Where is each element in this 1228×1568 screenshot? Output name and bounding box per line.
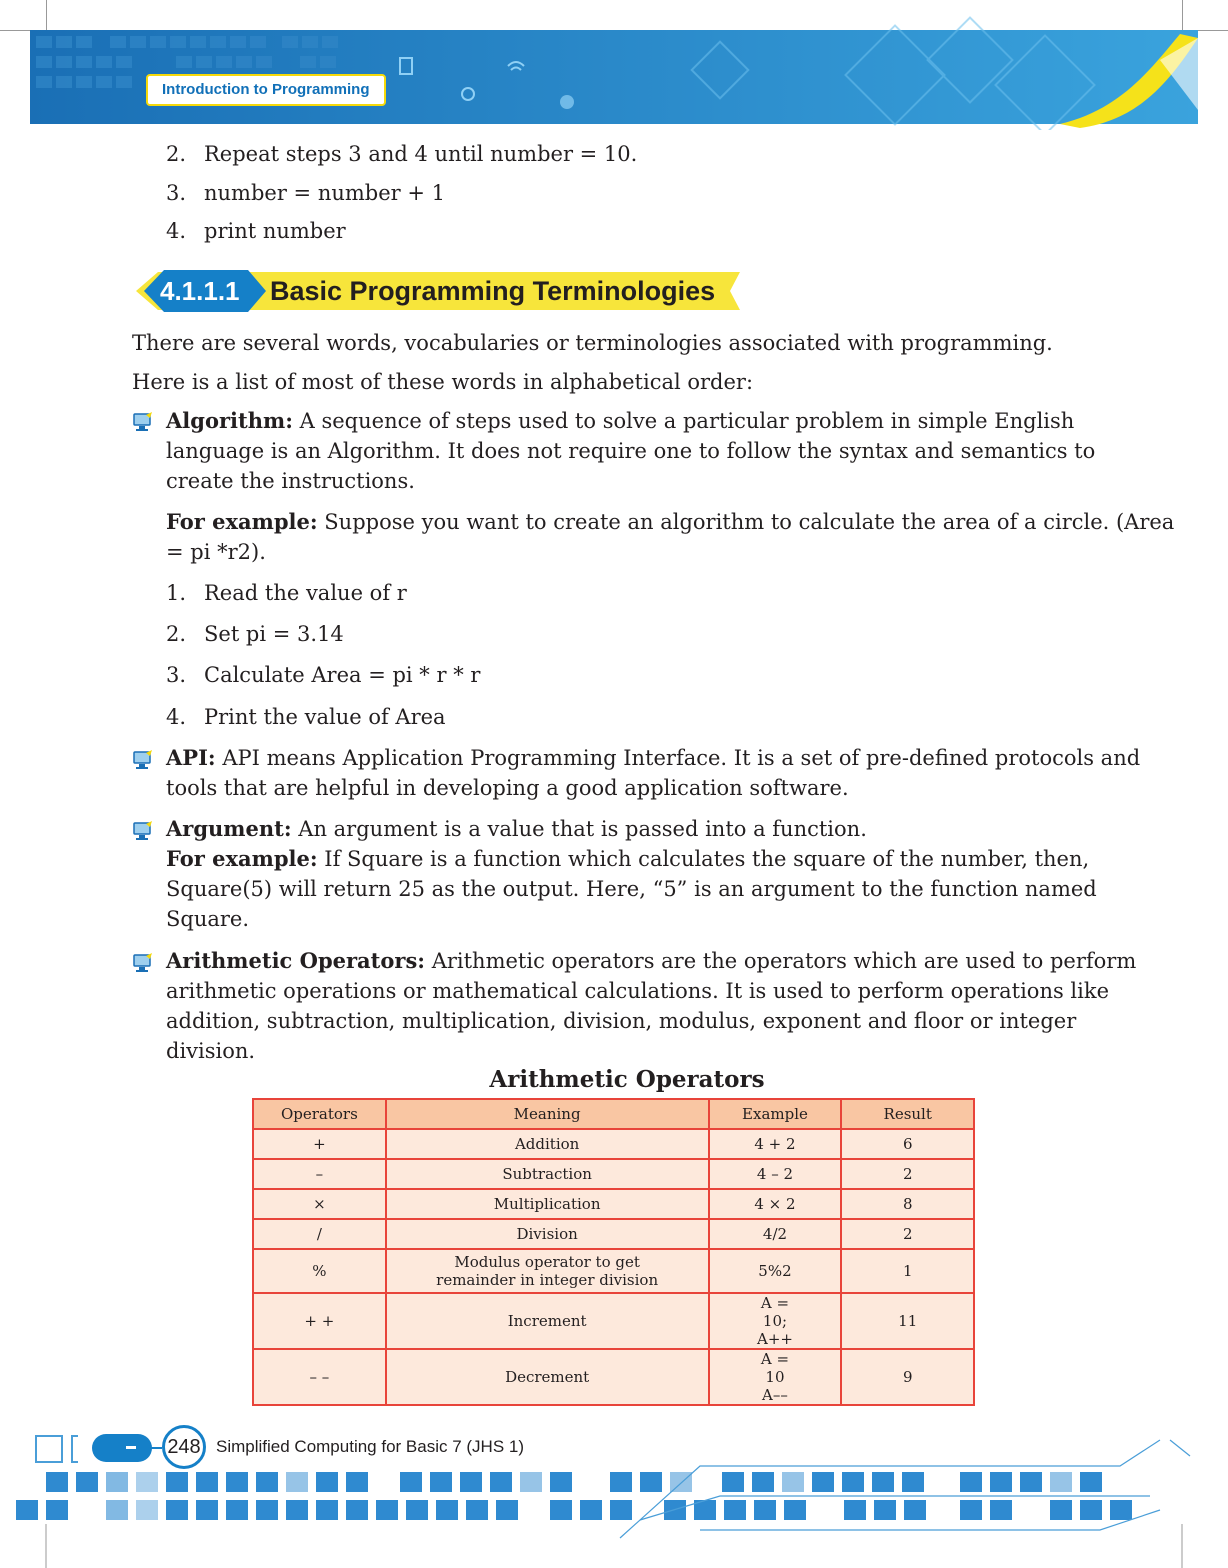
algorithm-example-line: = pi *r2). [166,540,266,564]
example-text: If Square is a function which calculates the square of the number, then, [317,847,1090,871]
cell-result: 2 [841,1159,974,1189]
example-text: Suppose you want to create an algorithm to calculate the area of a circle. (Area [317,510,1175,534]
header-banner [0,0,1228,130]
cell-result: 11 [841,1293,974,1349]
table-row [253,1249,974,1293]
cell-example: 4 – 2 [709,1159,842,1189]
algorithm-def: A sequence of steps used to solve a particular problem in simple English [292,409,1075,433]
col-header: Meaning [386,1099,709,1129]
cell-result: 1 [841,1249,974,1293]
cell-result: 8 [841,1189,974,1219]
operators-table [252,1098,975,1406]
col-header: Result [841,1099,974,1129]
col-header: Operators [253,1099,386,1129]
cell-op: / [253,1219,386,1249]
algorithm-term: Algorithm: [166,408,293,433]
section-number: 4.1.1.1 [160,276,240,306]
monitor-bullet-icon [132,821,154,841]
argument-line [166,844,1089,874]
cell-op: + + [253,1293,386,1349]
cell-example: 5%2 [709,1249,842,1293]
arith-line: division. [166,1039,256,1063]
cell-meaning: Decrement [386,1349,709,1405]
algorithm-line: create the instructions. [166,469,415,493]
cell-result: 9 [841,1349,974,1405]
step-text: Print the value of Area [204,705,446,729]
page-number: 248 [162,1425,206,1469]
section-title: Basic Programming Terminologies [270,276,716,306]
argument-line: Square. [166,907,250,931]
chapter-label: Introduction to Programming [146,74,386,106]
cell-op: – [253,1159,386,1189]
cell-example: 4 + 2 [709,1129,842,1159]
table-title: Arithmetic Operators [489,1066,765,1093]
monitor-bullet-icon [132,412,154,432]
table-row [253,1189,974,1219]
example-label: For example: [166,509,318,534]
api-line [166,743,1140,773]
argument-term: Argument: [166,816,292,841]
cell-op: + [253,1129,386,1159]
cell-meaning: Modulus operator to get remainder in integer division [386,1249,709,1293]
cell-op: × [253,1189,386,1219]
table-row [253,1159,974,1189]
algorithm-example-line [166,507,1174,537]
step-text: print number [204,219,346,243]
arith-line: addition, subtraction, multiplication, division, modulus, exponent and floor or integer [166,1009,1077,1033]
example-label: For example: [166,846,318,871]
api-line: tools that are helpful in developing a good application software. [166,776,849,800]
step-number: 4. [166,705,187,729]
cell-op: % [253,1249,386,1293]
cell-meaning: Addition [386,1129,709,1159]
arith-line: arithmetic operations or mathematical calculations. It is used to perform operations like [166,979,1110,1003]
step-text: Set pi = 3.14 [204,622,344,646]
cell-meaning: Division [386,1219,709,1249]
step-number: 3. [166,181,187,205]
cell-meaning: Increment [386,1293,709,1349]
cell-example: A = 10; A++ [709,1293,842,1349]
arith-term: Arithmetic Operators: [166,948,426,973]
step-number: 2. [166,622,187,646]
col-header: Example [709,1099,842,1129]
step-text: Repeat steps 3 and 4 until number = 10. [204,142,638,166]
step-number: 4. [166,219,187,243]
api-term: API: [166,745,216,770]
argument-def: An argument is a value that is passed into a function. [291,817,867,841]
cell-op: – – [253,1349,386,1405]
book-title: Simplified Computing for Basic 7 (JHS 1) [216,1437,525,1456]
monitor-bullet-icon [132,953,154,973]
monitor-bullet-icon [132,750,154,770]
step-text: Calculate Area = pi * r * r [204,663,481,687]
step-number: 2. [166,142,187,166]
cell-meaning: Multiplication [386,1189,709,1219]
algorithm-line [166,406,1074,436]
step-number: 1. [166,581,187,605]
table-header-row [253,1099,974,1129]
table-row [253,1129,974,1159]
arith-def: Arithmetic operators are the operators which are used to perform [425,949,1137,973]
step-text: Read the value of r [204,581,407,605]
intro-paragraph-line: Here is a list of most of these words in alphabetical order: [132,370,754,394]
table-row [253,1219,974,1249]
cell-result: 2 [841,1219,974,1249]
cell-meaning: Subtraction [386,1159,709,1189]
argument-line [166,814,867,844]
algorithm-line: language is an Algorithm. It does not require one to follow the syntax and semantics to [166,439,1096,463]
table-row [253,1349,974,1405]
argument-line: Square(5) will return 25 as the output. Here, “5” is an argument to the function named [166,877,1097,901]
cell-example: 4 × 2 [709,1189,842,1219]
cell-result: 6 [841,1129,974,1159]
cell-example: 4/2 [709,1219,842,1249]
step-text: number = number + 1 [204,181,445,205]
intro-paragraph-line: There are several words, vocabularies or terminologies associated with programming. [132,331,1053,355]
cell-example: A = 10 A–– [709,1349,842,1405]
arith-line [166,946,1136,976]
step-number: 3. [166,663,187,687]
table-row [253,1293,974,1349]
api-def: API means Application Programming Interface. It is a set of pre-defined protocols and [215,746,1141,770]
